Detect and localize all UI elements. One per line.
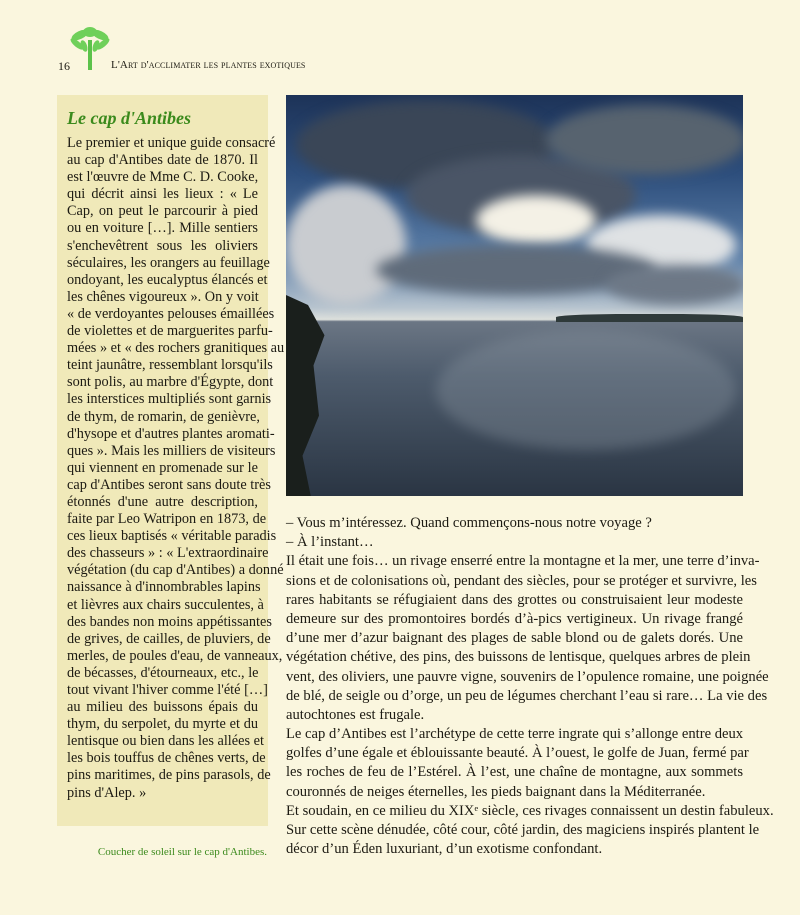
running-title: L'Art d'acclimater les plantes exotiques	[111, 59, 306, 71]
body-line: Et soudain, en ce milieu du XIXᵉ siècle, ces rivages connaissent un destin fabuleux.	[286, 802, 774, 819]
body-line: Il était une fois… un rivage enserré entre la montagne et la mer, une terre d’inva-	[286, 553, 760, 570]
sidebar-line: Cap, on peut le parcourir à pied	[67, 203, 258, 220]
body-line: autochtones est frugale.	[286, 706, 425, 723]
sidebar-line: faite par Leo Watripon en 1873, de	[67, 511, 267, 528]
sidebar-line: les interstices multipliés sont garnis	[67, 391, 272, 408]
main-text	[286, 514, 774, 859]
sidebar-line: séculaires, les orangers au feuillage	[67, 254, 270, 271]
palm-tree-icon	[69, 22, 111, 70]
sidebar-line: de violettes et de marguerites parfu-	[67, 323, 273, 340]
body-line: végétation chétive, des pins, des buissons de lentisque, quelques arbres de plein	[286, 649, 751, 666]
sidebar-line: « de verdoyantes pelouses émaillées	[67, 305, 275, 322]
body-line: – À l’instant…	[286, 534, 374, 551]
sidebar-line: est l'œuvre de Mme C. D. Cooke,	[67, 169, 259, 186]
sidebar-line: ques ». Mais les milliers de visiteurs	[67, 442, 276, 459]
body-line: de blé, de seigle ou d’orge, un peu de légumes cherchant l’eau si rare… La vie des	[286, 687, 768, 704]
sidebar-line: de grives, de cailles, de pluviers, de	[67, 630, 271, 647]
body-line: sions et de colonisations où, pendant des siècles, pour se protéger et survivre, les	[286, 572, 757, 589]
sidebar-line: tout vivant l'hiver comme l'été […]	[67, 682, 268, 698]
sidebar-line: les chênes vigoureux ». On y voit	[67, 288, 259, 305]
sidebar-line: des chasseurs » : « L'extraordinaire	[67, 545, 269, 562]
sidebar-line: de thym, de romarin, de genièvre,	[67, 408, 260, 425]
sidebar-line: mées » et « des rochers granitiques au	[67, 340, 285, 357]
body-line: – Vous m’intéressez. Quand commençons-nous notre voyage ?	[286, 515, 652, 531]
body-line: d’une mer d’azur baignant des plages de sable blond ou de galets dorés. Une	[286, 630, 743, 647]
sidebar-line: pins d'Alep. »	[67, 784, 147, 801]
body-line: Sur cette scène dénudée, côté cour, côté jardin, des magiciens inspirés plantent le	[286, 822, 760, 838]
sidebar-line: et lièvres aux chairs succulentes, à	[67, 596, 264, 613]
photo-caption: Coucher de soleil sur le cap d'Antibes.	[97, 846, 267, 858]
sidebar-line: d'hysope et d'autres plantes aromati-	[67, 425, 275, 442]
sidebar-line: qui décrit ainsi les lieux : « Le	[67, 186, 258, 203]
sidebar-line: ondoyant, les eucalyptus élancés et	[67, 271, 268, 288]
sidebar-text	[67, 135, 285, 802]
sidebar-line: teint jaunâtre, ressemblant lorsqu'ils	[67, 357, 273, 374]
body-line: golfes d’une égale et éblouissante beauté. À l’ouest, le golfe de Juan, fermé par	[286, 745, 749, 762]
sidebar-line: de bécasses, d'étourneaux, etc., le	[67, 664, 259, 681]
sidebar-line: au cap d'Antibes date de 1870. Il	[67, 152, 258, 169]
body-line: les roches de feu de l’Estérel. À l’est, une chaîne de montagne, aux sommets	[286, 764, 743, 781]
sidebar-title: Le cap d'Antibes	[67, 108, 191, 128]
sidebar-line: ou en voiture […]. Mille sentiers	[67, 220, 258, 237]
sidebar-line: étonnés d'une autre description,	[67, 493, 258, 510]
body-line: couronnés de neiges éternelles, les pieds baignant dans la Méditerranée.	[286, 783, 706, 800]
body-line: rares habitants se réfugiaient dans des grottes ou construisaient leur modeste	[286, 591, 743, 608]
sidebar-line: thym, du serpolet, du myrte et du	[67, 716, 258, 733]
sidebar-line: naissance à d'innombrables lapins	[67, 579, 261, 596]
body-line: Le cap d’Antibes est l’archétype de cette terre ingrate qui s’allonge entre deux	[286, 726, 744, 743]
sidebar-line: ces lieux baptisés « véritable paradis	[67, 528, 277, 545]
sidebar-line: lentisque ou bien dans les allées et	[67, 733, 264, 750]
sidebar-line: végétation (du cap d'Antibes) a donné	[67, 562, 284, 579]
sidebar-line: s'enchevêtrent sous les oliviers	[67, 237, 258, 254]
sidebar-line: au milieu des buissons épais du	[67, 699, 258, 716]
sidebar-line: pins maritimes, de pins parasols, de	[67, 767, 271, 784]
sidebar-line: sont polis, au marbre d'Égypte, dont	[67, 374, 274, 391]
page-number: 16	[58, 59, 70, 73]
sidebar-line: merles, de poules d'eau, de vanneaux,	[67, 647, 283, 664]
sidebar-line: des bandes non moins appétissantes	[67, 613, 272, 630]
sidebar-line: cap d'Antibes seront sans doute très	[67, 476, 271, 493]
sidebar-line: Le premier et unique guide consacré	[67, 135, 276, 151]
body-line: décor d’un Éden luxuriant, d’un exotisme confondant.	[286, 841, 603, 858]
sidebar-line: qui viennent en promenade sur le	[67, 459, 258, 476]
body-line: demeure sur des promontoires bordés d’à-pics vertigineux. Un rivage frangé	[286, 610, 743, 627]
body-line: vent, des oliviers, une pauvre vigne, souvenirs de l’opulence romaine, une poignée	[286, 668, 769, 685]
photo-sunset-cap-antibes	[286, 95, 743, 496]
sidebar-line: les bois touffus de chênes verts, de	[67, 750, 266, 767]
